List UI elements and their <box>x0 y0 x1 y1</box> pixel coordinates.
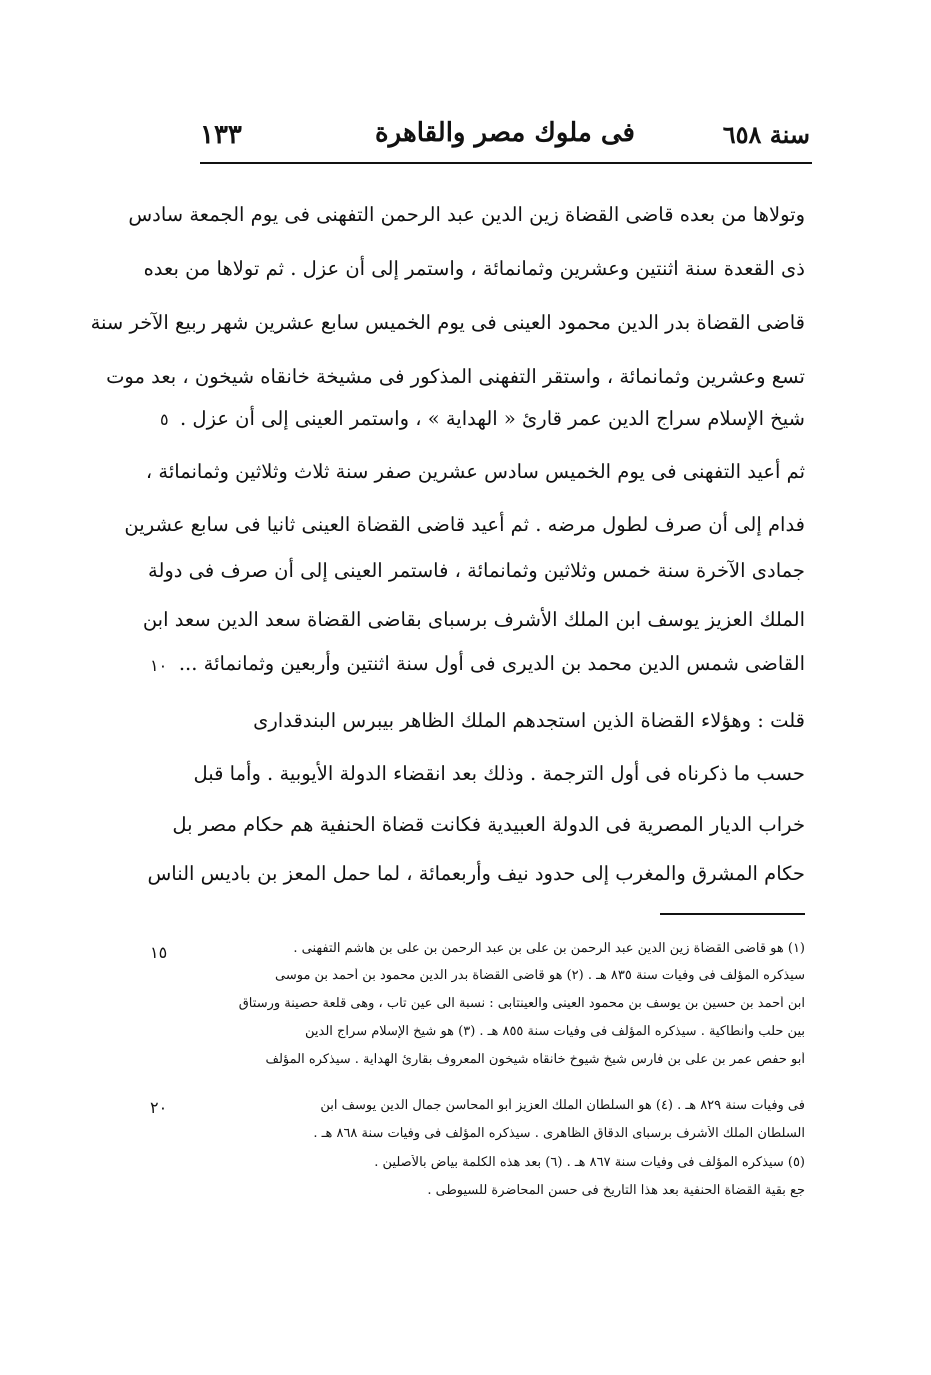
text-line: الملك العزيز يوسف ابن الملك الأشرف برسباى بقاضى القضاة سعد الدين سعد ابن <box>142 608 805 631</box>
line-number: ٢٠ <box>150 1098 168 1117</box>
text-line: ثم أعيد التفهنى فى يوم الخميس سادس عشرين صفر سنة ثلاث وثلاثين وثمانمائة ، <box>145 460 805 483</box>
header-year: سنة ٦٥٨ <box>722 120 810 149</box>
text-line: فدام إلى أن صرف لطول مرضه . ثم أعيد قاضى القضاة العينى ثانيا فى سابع عشرين <box>124 513 805 536</box>
page-number: ١٣٣ <box>200 120 242 150</box>
footnote-line: أبو حفص عمر بن على بن فارس شيخ شيوخ خانقاه شيخون المعروف بقارئ الهداية . سيذكره المؤلف <box>265 1052 805 1067</box>
line-number: ٥ <box>160 410 169 429</box>
footnote-rule <box>660 913 805 915</box>
text-line: خراب الديار المصرية فى الدولة العبيدية فكانت قضاة الحنفية هم حكام مصر بل <box>172 813 805 836</box>
footnote-line: (١) هو قاضى القضاة زين الدين عبد الرحمن بن على بن عبد الرحمن بن على بن هاشم التفهنى . <box>293 941 805 956</box>
footnote-line: جع بقية القضاة الحنفية بعد هذا التاريخ فى حسن المحاضرة للسيوطى . <box>427 1183 805 1198</box>
text-line: قاضى القضاة بدر الدين محمود العينى فى يوم الخميس سابع عشرين شهر ربيع الآخر سنة <box>90 311 805 334</box>
text-line: قلت : وهؤلاء القضاة الذين استجدهم الملك الظاهر بيبرس البندقدارى <box>253 709 805 732</box>
text-line: جمادى الآخرة سنة خمس وثلاثين وثمانمائة ، فاستمر العينى إلى أن صرف فى دولة <box>147 559 805 582</box>
text-line: ذى القعدة سنة اثنتين وعشرين وثمانمائة ، واستمر إلى أن عزل . ثم تولاها من بعده <box>143 257 805 280</box>
header-title: فى ملوك مصر والقاهرة <box>375 118 635 148</box>
text-line: حكام المشرق والمغرب إلى حدود نيف وأربعمائة ، لما حمل المعز بن باديس الناس <box>147 862 805 885</box>
footnote-line: سيذكره المؤلف فى وفيات سنة ٨٣٥ هـ . (٢) هو قاضى القضاة بدر الدين محمود بن أحمد بن موسى <box>275 968 805 983</box>
footnote-line: بين حلب وأنطاكية . سيذكره المؤلف فى وفيات سنة ٨٥٥ هـ . (٣) هو شيخ الإسلام سراج الدين <box>305 1024 805 1039</box>
footnote-line: (٥) سيذكره المؤلف فى وفيات سنة ٨٦٧ هـ . (٦) بعد هذه الكلمة بياض بالأصلين . <box>374 1155 805 1170</box>
line-number: ١٠ <box>150 656 168 675</box>
text-line: حسب ما ذكرناه فى أول الترجمة . وذلك بعد انقضاء الدولة الأيوبية . وأما قبل <box>193 762 805 785</box>
header-rule <box>200 162 812 164</box>
text-line: تسع وعشرين وثمانمائة ، واستقر التفهنى المذكور فى مشيخة خانقاه شيخون ، بعد موت <box>106 365 805 388</box>
text-line: وتولاها من بعده قاضى القضاة زين الدين عبد الرحمن التفهنى فى يوم الجمعة سادس <box>128 203 805 226</box>
text-line: شيخ الإسلام سراج الدين عمر قارئ « الهداية » ، واستمر العينى إلى أن عزل . <box>180 407 805 430</box>
running-header <box>200 118 810 158</box>
footnote-line: ابن أحمد بن حسين بن يوسف بن محمود العينى والعينتابى : نسبة الى عين تاب ، وهى قلعة حصينة ورستاق <box>238 996 805 1011</box>
footnote-line: السلطان الملك الأشرف برسباى الدقاق الظاهرى . سيذكره المؤلف فى وفيات سنة ٨٦٨ هـ . <box>313 1126 805 1141</box>
line-number: ١٥ <box>150 943 168 962</box>
text-line: القاضى شمس الدين محمد بن الديرى فى أول سنة اثنتين وأربعين وثمانمائة ... <box>178 652 805 675</box>
footnote-line: فى وفيات سنة ٨٢٩ هـ . (٤) هو السلطان الملك العزيز أبو المحاسن جمال الدين يوسف ابن <box>320 1098 805 1113</box>
